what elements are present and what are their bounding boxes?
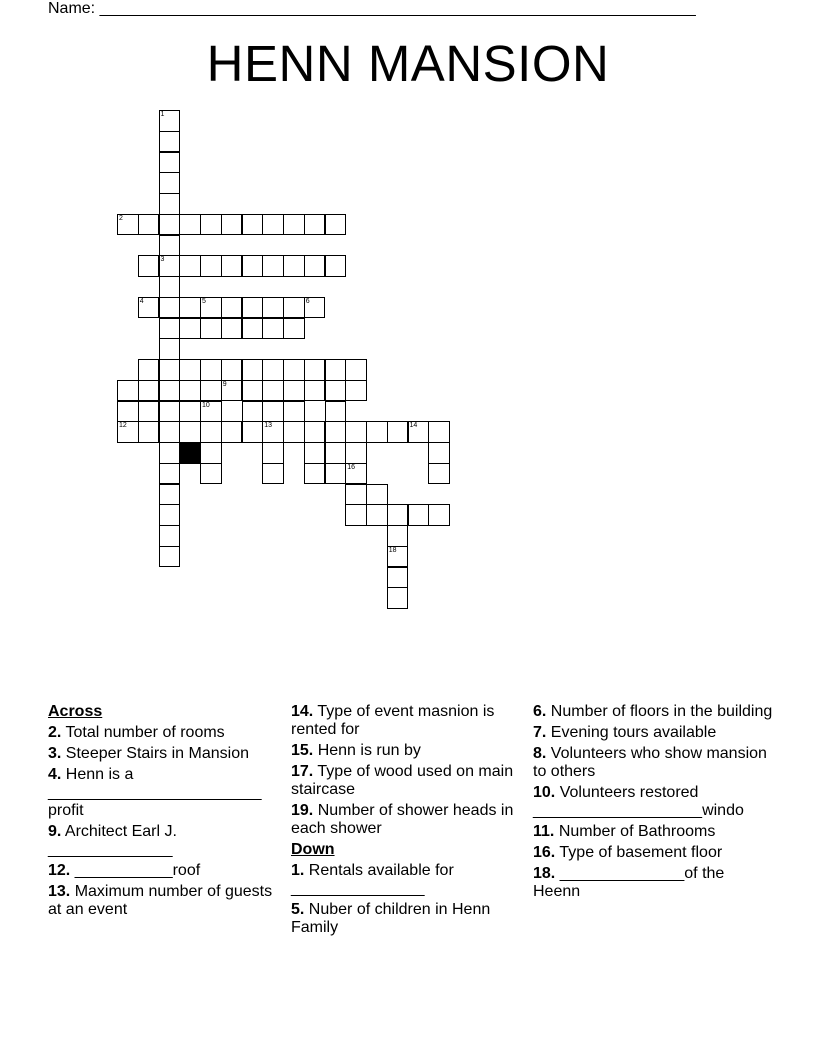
crossword-cell[interactable] (387, 567, 409, 589)
crossword-cell[interactable] (428, 421, 450, 443)
clues-column-3 (533, 703, 773, 904)
crossword-cell[interactable] (387, 421, 409, 443)
clue-number: 6 (305, 297, 310, 305)
crossword-cell[interactable] (159, 525, 181, 547)
crossword-cell[interactable] (221, 380, 243, 402)
crossword-cell[interactable] (366, 421, 388, 443)
crossword-cell[interactable] (221, 421, 243, 443)
crossword-cell[interactable] (428, 463, 450, 485)
clue-number: 1 (160, 111, 165, 118)
crossword-cell[interactable] (159, 380, 181, 402)
down-clue-5: 5. Nuber of children in Henn Family (291, 901, 491, 936)
clue-number: 18 (388, 546, 397, 554)
crossword-cell[interactable] (138, 401, 160, 423)
crossword-cell[interactable] (345, 380, 367, 402)
crossword-cell[interactable] (325, 421, 347, 443)
crossword-cell[interactable] (242, 214, 264, 236)
crossword-cell[interactable] (221, 214, 243, 236)
crossword-cell[interactable] (159, 463, 181, 485)
crossword-cell[interactable] (138, 214, 160, 236)
crossword-cell[interactable] (262, 255, 284, 277)
crossword-cell[interactable] (221, 297, 243, 319)
crossword-cell[interactable] (262, 401, 284, 423)
crossword-cell[interactable] (179, 401, 201, 423)
down-heading: Down (291, 841, 335, 858)
clue-number: 9 (222, 380, 227, 388)
crossword-cell[interactable] (325, 359, 347, 381)
crossword-cell[interactable] (325, 442, 347, 464)
name-field-label: Name: ___________________________________________________________________ (48, 0, 696, 17)
crossword-cell[interactable] (262, 214, 284, 236)
crossword-cell[interactable] (345, 421, 367, 443)
crossword-cell[interactable] (387, 525, 409, 547)
crossword-cell[interactable] (428, 504, 450, 526)
across-clue-9: 9. Architect Earl J. ______________ (48, 823, 177, 858)
crossword-cell[interactable] (325, 401, 347, 423)
crossword-cell[interactable] (159, 484, 181, 506)
crossword-cell[interactable] (221, 255, 243, 277)
crossword-cell[interactable] (200, 421, 222, 443)
crossword-cell[interactable] (242, 297, 264, 319)
crossword-cell[interactable] (325, 463, 347, 485)
page-title: HENN MANSION (206, 35, 610, 92)
crossword-cell[interactable] (159, 401, 181, 423)
clue-number: 12 (119, 422, 127, 430)
crossword-cell[interactable] (159, 359, 181, 381)
crossword-cell[interactable] (242, 401, 264, 423)
crossword-cell[interactable] (345, 504, 367, 526)
crossword-black-cell (179, 442, 201, 464)
crossword-cell[interactable] (200, 463, 222, 485)
clue-number: 16 (347, 463, 356, 471)
down-clue-1: 1. Rentals available for _______________ (291, 862, 454, 897)
down-clue-8: 8. Volunteers who show mansion to others (533, 745, 767, 780)
crossword-cell[interactable] (200, 318, 222, 340)
crossword-cell[interactable] (366, 484, 388, 506)
crossword-cell[interactable] (159, 297, 181, 319)
crossword-cell[interactable] (159, 152, 181, 174)
across-clue-12: 12. ___________roof (48, 862, 201, 879)
crossword-cell[interactable] (283, 380, 305, 402)
crossword-cell[interactable] (159, 546, 181, 568)
crossword-cell[interactable] (221, 318, 243, 340)
crossword-cell[interactable] (179, 297, 201, 319)
crossword-cell[interactable] (283, 401, 305, 423)
across-clue-2: 2. Total number of rooms (48, 724, 225, 741)
clues-column-1 (48, 703, 288, 922)
crossword-cell[interactable] (304, 359, 326, 381)
clues-column-2 (291, 703, 516, 940)
crossword-cell[interactable] (159, 276, 181, 298)
crossword-cell[interactable] (159, 110, 181, 132)
crossword-cell[interactable] (138, 359, 160, 381)
crossword-cell[interactable] (200, 359, 222, 381)
crossword-cell[interactable] (159, 338, 181, 360)
crossword-cell[interactable] (283, 255, 305, 277)
crossword-cell[interactable] (325, 214, 347, 236)
crossword-cell[interactable] (179, 359, 201, 381)
crossword-cell[interactable] (221, 359, 243, 381)
crossword-cell[interactable] (408, 421, 430, 443)
crossword-cell[interactable] (200, 297, 222, 319)
crossword-cell[interactable] (200, 214, 222, 236)
crossword-cell[interactable] (304, 442, 326, 464)
crossword-cell[interactable] (283, 421, 305, 443)
clue-number: 2 (119, 214, 123, 222)
crossword-cell[interactable] (117, 380, 139, 402)
crossword-cell[interactable] (138, 380, 160, 402)
crossword-cell[interactable] (366, 504, 388, 526)
crossword-cell[interactable] (387, 546, 409, 568)
crossword-cell[interactable] (345, 484, 367, 506)
crossword-cell[interactable] (179, 380, 201, 402)
crossword-cell[interactable] (179, 214, 201, 236)
crossword-cell[interactable] (345, 442, 367, 464)
crossword-cell[interactable] (159, 504, 181, 526)
crossword-cell[interactable] (408, 504, 430, 526)
down-clue-16: 16. Type of basement floor (533, 844, 723, 861)
down-clue-18: 18. ______________of the Heenn (533, 865, 725, 900)
crossword-cell[interactable] (262, 442, 284, 464)
down-clue-11: 11. Number of Bathrooms (533, 823, 716, 840)
crossword-cell[interactable] (304, 463, 326, 485)
crossword-cell[interactable] (304, 421, 326, 443)
crossword-cell[interactable] (159, 235, 181, 257)
crossword-cell[interactable] (262, 421, 284, 443)
crossword-cell[interactable] (159, 172, 181, 194)
down-clue-7: 7. Evening tours available (533, 724, 717, 741)
across-clue-15: 15. Henn is run by (291, 742, 421, 759)
crossword-cell[interactable] (345, 463, 367, 485)
across-clue-13: 13. Maximum number of guests at an event (48, 883, 273, 918)
clue-number: 5 (202, 297, 206, 305)
crossword-cell[interactable] (200, 442, 222, 464)
crossword-cell[interactable] (138, 255, 160, 277)
crossword-cell[interactable] (242, 255, 264, 277)
crossword-cell[interactable] (159, 214, 181, 236)
crossword-cell[interactable] (179, 421, 201, 443)
crossword-cell[interactable] (138, 297, 160, 319)
crossword-cell[interactable] (159, 318, 181, 340)
crossword-cell[interactable] (262, 318, 284, 340)
clue-number: 14 (409, 422, 418, 430)
crossword-cell[interactable] (283, 359, 305, 381)
crossword-cell[interactable] (262, 463, 284, 485)
crossword-cell[interactable] (283, 297, 305, 319)
crossword-cell[interactable] (387, 587, 409, 609)
across-clue-3: 3. Steeper Stairs in Mansion (48, 745, 249, 762)
crossword-cell[interactable] (200, 255, 222, 277)
crossword-cell[interactable] (242, 380, 264, 402)
down-clue-10: 10. Volunteers restored ___________________windo (533, 784, 744, 819)
crossword-cell[interactable] (345, 359, 367, 381)
across-clue-19: 19. Number of shower heads in each shower (291, 802, 514, 837)
crossword-cell[interactable] (325, 255, 347, 277)
crossword-cell[interactable] (304, 297, 326, 319)
crossword-cell[interactable] (159, 255, 181, 277)
crossword-cell[interactable] (242, 359, 264, 381)
crossword-cell[interactable] (200, 380, 222, 402)
across-heading: Across (48, 703, 103, 720)
crossword-cell[interactable] (138, 421, 160, 443)
crossword-cell[interactable] (200, 401, 222, 423)
crossword-cell[interactable] (159, 442, 181, 464)
crossword-cell[interactable] (159, 421, 181, 443)
down-clue-6: 6. Number of floors in the building (533, 703, 773, 720)
crossword-cell[interactable] (179, 255, 201, 277)
crossword-cell[interactable] (159, 131, 181, 153)
crossword-cell[interactable] (117, 401, 139, 423)
clue-number: 4 (139, 297, 144, 305)
crossword-cell[interactable] (283, 214, 305, 236)
across-clue-17: 17. Type of wood used on main staircase (291, 763, 514, 798)
crossword-cell[interactable] (325, 380, 347, 402)
crossword-cell[interactable] (159, 193, 181, 215)
crossword-cell[interactable] (179, 318, 201, 340)
crossword-cell[interactable] (304, 255, 326, 277)
crossword-cell[interactable] (262, 380, 284, 402)
across-clue-4: 4. Henn is a ________________________ profit (48, 766, 262, 819)
crossword-cell[interactable] (304, 214, 326, 236)
crossword-cell[interactable] (117, 421, 139, 443)
crossword-cell[interactable] (262, 359, 284, 381)
across-clue-14: 14. Type of event masnion is rented for (291, 703, 495, 738)
crossword-cell[interactable] (262, 297, 284, 319)
crossword-cell[interactable] (117, 214, 139, 236)
clue-number: 10 (202, 401, 210, 409)
crossword-cell[interactable] (304, 380, 326, 402)
crossword-cell[interactable] (428, 442, 450, 464)
crossword-cell[interactable] (242, 421, 264, 443)
crossword-cell[interactable] (387, 504, 409, 526)
crossword-cell[interactable] (242, 318, 264, 340)
clue-number: 13 (264, 422, 273, 430)
crossword-cell[interactable] (283, 318, 305, 340)
clue-number: 3 (160, 256, 165, 264)
